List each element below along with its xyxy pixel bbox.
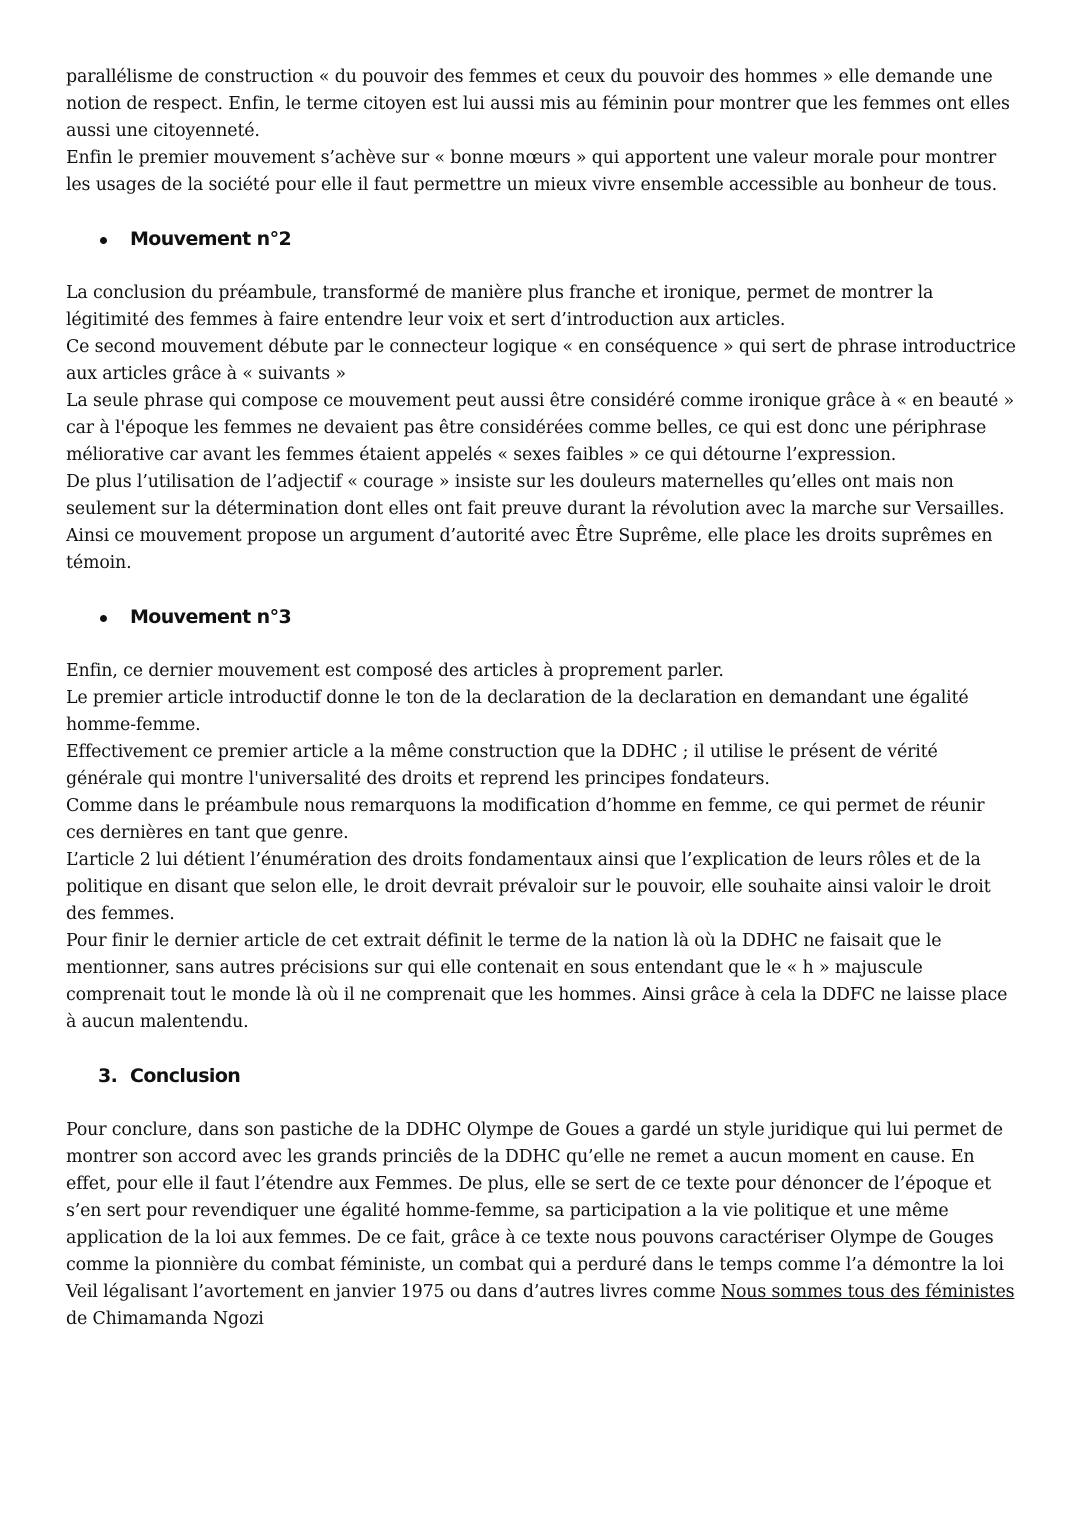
conclusion-text: Pour conclure, dans son pastiche de la DDHC Olympe de Goues a gardé un style juridique qui lui permet de montrer son accord avec les grands princiês de la DDHC qu’elle ne remet a aucun moment en cause. En effet, pour elle il faut l’étendre aux Femmes. De plus, elle se sert de ce texte pour dénoncer de l’époque et s’en sert pour revendiquer une égalité homme-femme, sa participation a la vie politique et une même application de la loi aux femmes. De ce fait, grâce à ce texte nous pouvons caractériser Olympe de Gouges comme la pionnière du combat féministe, un combat qui a perduré dans le temps comme l’a démontre la loi Veil légalisant l’avortement en janvier 1975 ou dans d’autres livres comme (66, 1120, 1004, 1302)
section-heading-mouvement-2 (66, 226, 1018, 253)
book-title-link[interactable]: Nous sommes tous des féministes (720, 1282, 1015, 1302)
paragraph: Enfin le premier mouvement s’achève sur « bonne mœurs » qui apportent une valeur morale pour montrer les usages de la société pour elle il faut permettre un mieux vivre ensemble accessible au bonheur de tous. (66, 148, 997, 195)
bullet-icon (100, 615, 107, 622)
paragraph: La seule phrase qui compose ce mouvement peut aussi être considéré comme ironique grâce à « en beauté » car à l'époque les femmes ne devaient pas être considérées comme belles, ce qui est donc une périphrase méliorative car avant les femmes étaient appelés « sexes faibles » ce qui détourne l’expression. (66, 391, 1015, 465)
paragraph: Ainsi ce mouvement propose un argument d’autorité avec Être Suprême, elle place les droits suprêmes en témoin. (66, 526, 993, 573)
paragraph: L’article 2 lui détient l’énumération des droits fondamentaux ainsi que l’explication de leurs rôles et de la politique en disant que selon elle, le droit devrait prévaloir sur le pouvoir, elle souhaite ainsi valoir le droit des femmes. (66, 850, 991, 924)
section-heading-conclusion (66, 1063, 1018, 1090)
spacer (66, 253, 1018, 280)
paragraph: Effectivement ce premier article a la même construction que la DDHC ; il utilise le présent de vérité générale qui montre l'universalité des droits et reprend les principes fondateurs. (66, 742, 938, 789)
section-heading-mouvement-3 (66, 604, 1018, 631)
spacer (66, 199, 1018, 226)
spacer (66, 1036, 1018, 1063)
heading-number: 3. (98, 1065, 118, 1087)
paragraph: Enfin, ce dernier mouvement est composé des articles à proprement parler. (66, 661, 724, 681)
bullet-icon (100, 237, 107, 244)
paragraph: Comme dans le préambule nous remarquons la modification d’homme en femme, ce qui permet de réunir ces dernières en tant que genre. (66, 796, 985, 843)
paragraph: Pour finir le dernier article de cet extrait définit le terme de la nation là où la DDHC ne faisait que le mentionner, sans autres précisions sur qui elle contenait en sous entendant que le « h » majuscule comprenait tout le monde là où il ne comprenait que les hommes. Ainsi grâce à cela la DDFC ne laisse place à aucun malentendu. (66, 931, 1008, 1032)
conclusion-paragraph (66, 1117, 1018, 1333)
conclusion-text-end: de Chimamanda Ngozi (66, 1309, 264, 1329)
paragraph: La conclusion du préambule, transformé de manière plus franche et ironique, permet de montrer la légitimité des femmes à faire entendre leur voix et sert d’introduction aux articles. (66, 283, 934, 330)
spacer (66, 577, 1018, 604)
paragraph: Le premier article introductif donne le ton de la declaration de la declaration en demandant une égalité homme-femme. (66, 688, 969, 735)
heading-label: Conclusion (130, 1065, 241, 1087)
heading-label: Mouvement n°3 (130, 606, 292, 628)
document-page (66, 64, 1018, 1333)
spacer (66, 631, 1018, 658)
paragraph: De plus l’utilisation de l’adjectif « courage » insiste sur les douleurs maternelles qu’elles ont mais non seulement sur la détermination dont elles ont fait preuve durant la révolution avec la marche sur Versailles. (66, 472, 1005, 519)
spacer (66, 1090, 1018, 1117)
paragraph: Ce second mouvement débute par le connecteur logique « en conséquence » qui sert de phrase introductrice aux articles grâce à « suivants » (66, 337, 1016, 384)
heading-label: Mouvement n°2 (130, 228, 292, 250)
paragraph: parallélisme de construction « du pouvoir des femmes et ceux du pouvoir des hommes » elle demande une notion de respect. Enfin, le terme citoyen est lui aussi mis au féminin pour montrer que les femmes ont elles aussi une citoyenneté. (66, 67, 1010, 141)
